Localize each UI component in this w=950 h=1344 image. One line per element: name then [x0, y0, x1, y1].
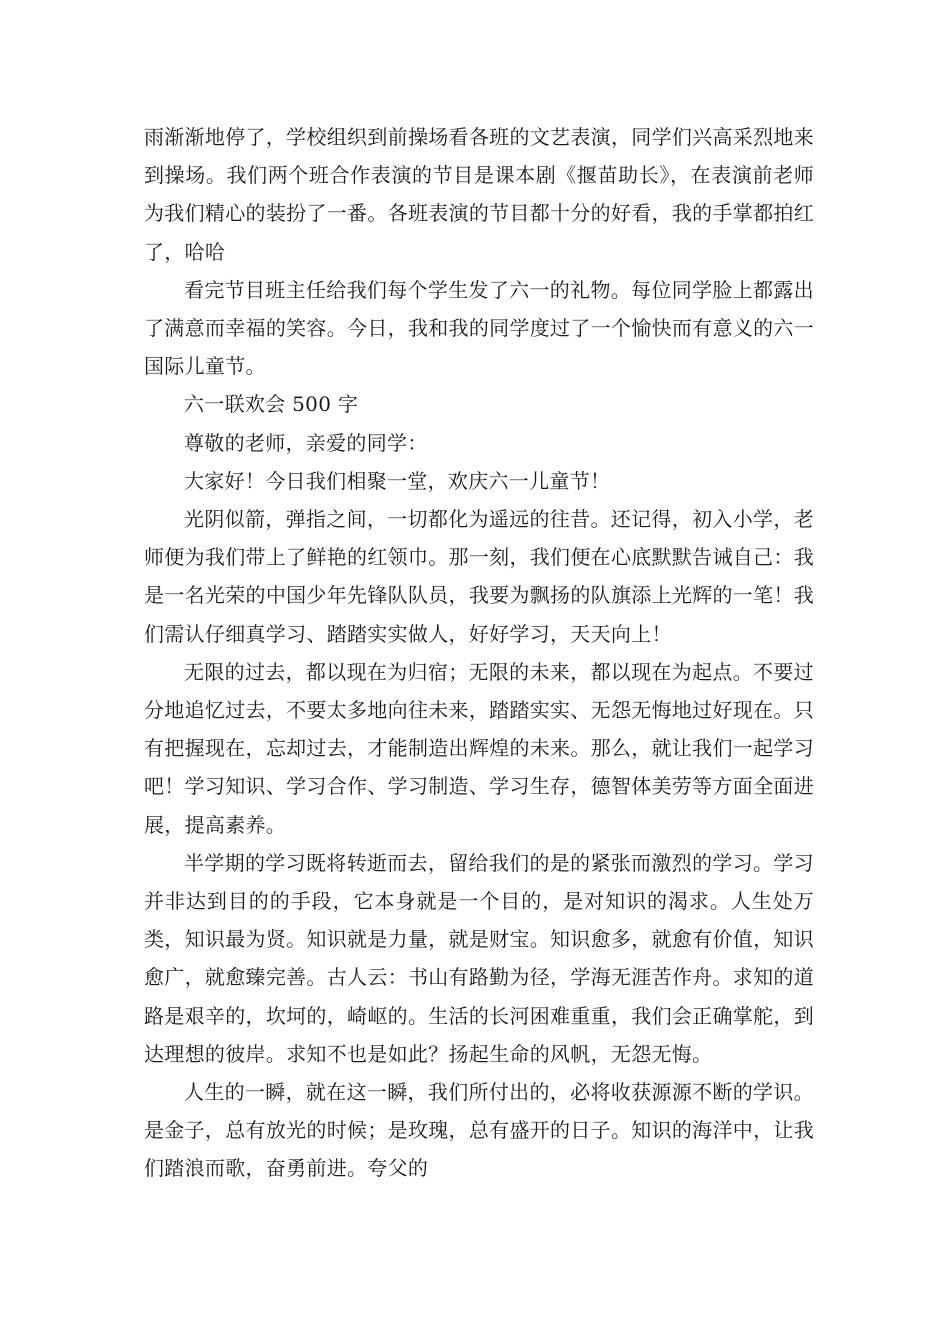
paragraph-rain-stopped: 雨渐渐地停了，学校组织到前操场看各班的文艺表演，同学们兴高采烈地来到操场。我们两个班合作表演的节目是课本剧《揠苗助长》，在表演前老师为我们精心的装扮了一番。各班表演的节目都十分的好看，我的手掌都拍红了，哈哈	[144, 125, 814, 264]
paragraph-greeting: 大家好！今日我们相聚一堂，欢庆六一儿童节！	[184, 468, 611, 493]
paragraph-time-flies: 光阴似箭，弹指之间，一切都化为遥远的往昔。还记得，初入小学，老师便为我们带上了鲜艳的红领巾。那一刻，我们便在心底默默告诫自己：我是一名光荣的中国少年先锋队队员，我要为飘扬的队旗添上光辉的一笔！我们需认仔细真学习、踏踏实实做人，好好学习，天天向上！	[144, 507, 814, 646]
paragraph-semester: 半学期的学习既将转逝而去，留给我们的是的紧张而激烈的学习。学习并非达到目的的手段，它本身就是一个目的，是对知识的渴求。人生处万类，知识最为贤。知识就是力量，就是财宝。知识愈多，就愈有价值，知识愈广，就愈臻完善。古人云：书山有路勤为径，学海无涯苦作舟。求知的道路是艰辛的，坎坷的，崎岖的。生活的长河困难重重，我们会正确掌舵，到达理想的彼岸。求知不也是如此？扬起生命的风帆，无怨无悔。	[144, 850, 814, 1066]
paragraph-salutation: 尊敬的老师，亲爱的同学：	[184, 430, 428, 455]
paragraph-moment: 人生的一瞬，就在这一瞬，我们所付出的，必将收获源源不断的学识。是金子，总有放光的时候；是玫瑰，总有盛开的日子。知识的海洋中，让我们踏浪而歌，奋勇前进。夸父的	[144, 1080, 814, 1181]
section-heading-party: 六一联欢会 500 字	[184, 392, 359, 417]
paragraph-gifts: 看完节目班主任给我们每个学生发了六一的礼物。每位同学脸上都露出了满意而幸福的笑容。今日，我和我的同学度过了一个愉快而有意义的六一国际儿童节。	[144, 277, 814, 379]
document-body	[144, 118, 814, 1188]
paragraph-past-future: 无限的过去，都以现在为归宿；无限的未来，都以现在为起点。不要过分地追忆过去，不要太多地向往未来，踏踏实实、无怨无悔地过好现在。只有把握现在，忘却过去，才能制造出辉煌的未来。那么，就让我们一起学习吧！学习知识、学习合作、学习制造、学习生存，德智体美劳等方面全面进展，提高素养。	[144, 659, 814, 837]
